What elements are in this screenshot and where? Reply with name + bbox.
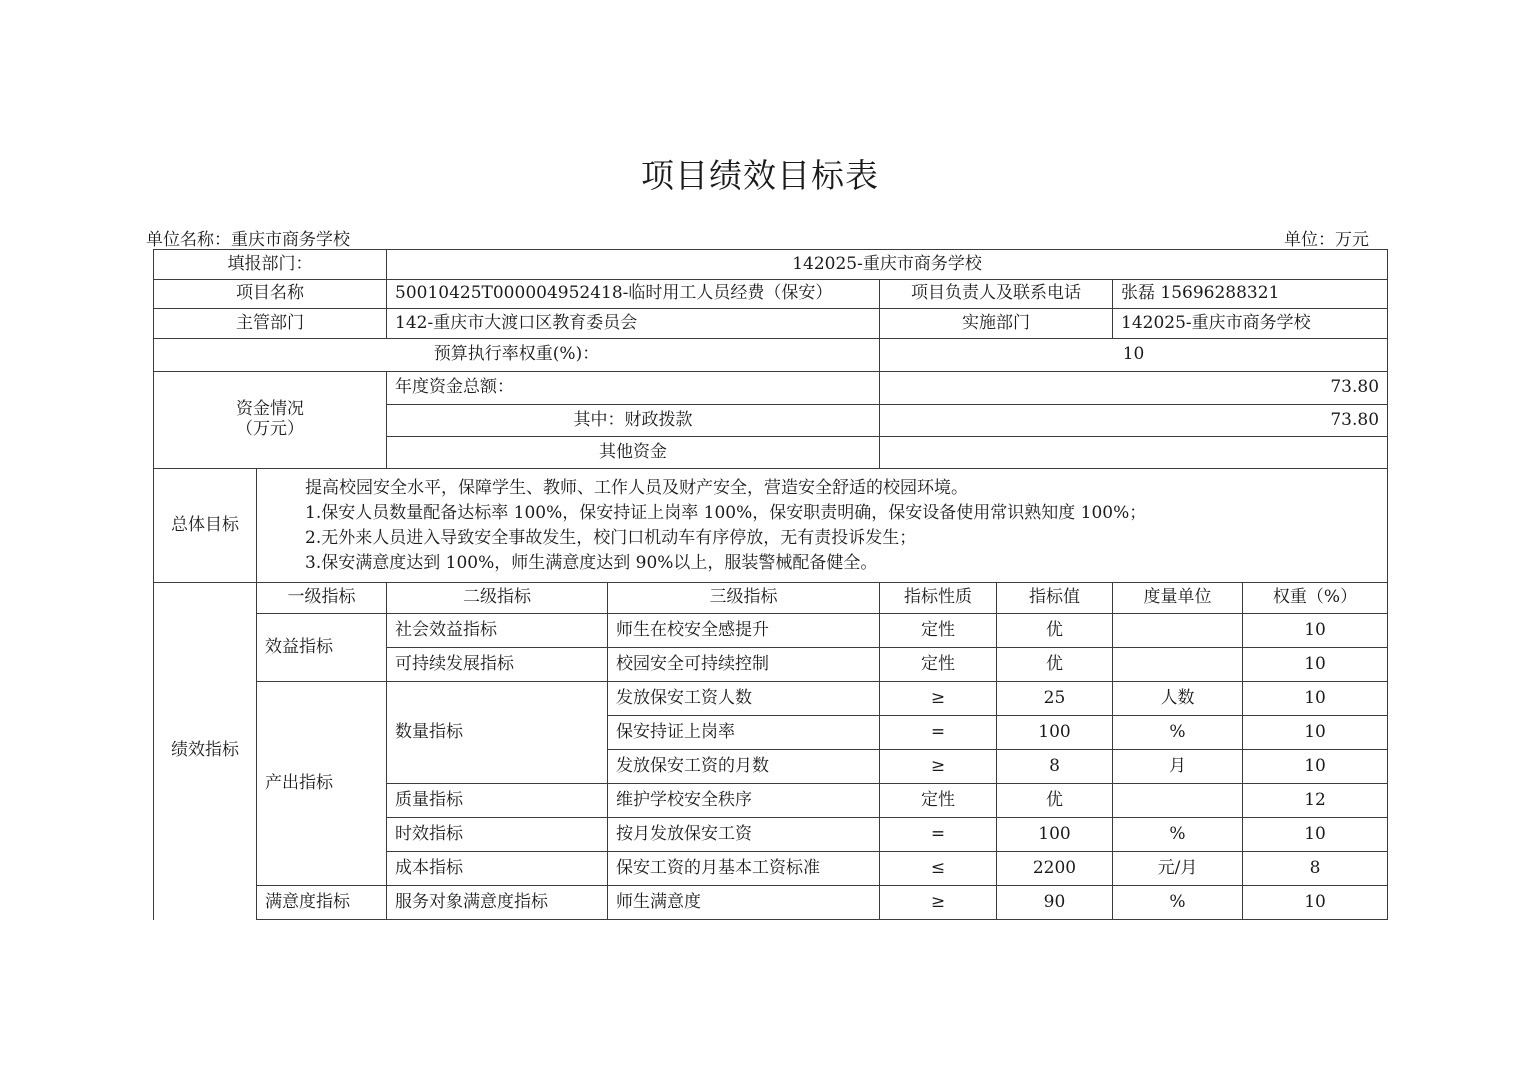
- goal-text: [257, 469, 1388, 583]
- level1-benefit: 效益指标: [257, 614, 387, 682]
- header-unit: 度量单位: [1113, 583, 1243, 614]
- weight-cell: 10: [1243, 614, 1388, 648]
- funds-fiscal-value: 73.80: [880, 405, 1388, 437]
- budget-weight-label: 预算执行率权重(%)：: [154, 339, 880, 372]
- unit-cell: 人数: [1113, 682, 1243, 716]
- currency-unit: 单位：万元: [1284, 230, 1369, 250]
- fill-dept-label: 填报部门：: [154, 250, 387, 280]
- nature-cell: 定性: [880, 784, 997, 818]
- unit-name: 单位名称：重庆市商务学校: [146, 230, 350, 250]
- weight-cell: 8: [1243, 852, 1388, 886]
- nature-cell: 定性: [880, 614, 997, 648]
- nature-cell: ≤: [880, 852, 997, 886]
- level1-satisfaction: 满意度指标: [257, 886, 387, 920]
- value-cell: 100: [997, 716, 1113, 750]
- funds-other-label: 其他资金: [387, 437, 880, 469]
- funds-other-value: [880, 437, 1388, 469]
- unit-cell: [1113, 614, 1243, 648]
- value-cell: 优: [997, 784, 1113, 818]
- level3-cell: 师生满意度: [608, 886, 880, 920]
- performance-table: [153, 249, 1388, 920]
- level2-cell: 社会效益指标: [387, 614, 608, 648]
- unit-cell: %: [1113, 716, 1243, 750]
- level3-cell: 维护学校安全秩序: [608, 784, 880, 818]
- level3-cell: 按月发放保安工资: [608, 818, 880, 852]
- header-level3: 三级指标: [608, 583, 880, 614]
- nature-cell: 定性: [880, 648, 997, 682]
- unit-cell: 月: [1113, 750, 1243, 784]
- unit-cell: %: [1113, 886, 1243, 920]
- level2-cell: 服务对象满意度指标: [387, 886, 608, 920]
- budget-weight-row: [154, 339, 1388, 372]
- weight-cell: 10: [1243, 682, 1388, 716]
- level3-cell: 保安工资的月基本工资标准: [608, 852, 880, 886]
- level3-cell: 保安持证上岗率: [608, 716, 880, 750]
- project-name-row: [154, 280, 1388, 309]
- level1-output: 产出指标: [257, 682, 387, 886]
- fill-dept-value: 142025-重庆市商务学校: [387, 250, 1388, 280]
- value-cell: 2200: [997, 852, 1113, 886]
- header-nature: 指标性质: [880, 583, 997, 614]
- goal-row: [154, 469, 1388, 583]
- level3-cell: 校园安全可持续控制: [608, 648, 880, 682]
- table-row: [154, 614, 1388, 648]
- table-row: [154, 886, 1388, 920]
- unit-cell: [1113, 784, 1243, 818]
- level2-cell: 可持续发展指标: [387, 648, 608, 682]
- funds-fiscal-label: 其中：财政拨款: [387, 405, 880, 437]
- weight-cell: 12: [1243, 784, 1388, 818]
- level3-cell: 发放保安工资人数: [608, 682, 880, 716]
- weight-cell: 10: [1243, 750, 1388, 784]
- header-level2: 二级指标: [387, 583, 608, 614]
- contact-label: 项目负责人及联系电话: [880, 280, 1113, 309]
- goal-line: 3.保安满意度达到 100%，师生满意度达到 90%以上，服装警械配备健全。: [305, 552, 878, 573]
- level2-cell: 质量指标: [387, 784, 608, 818]
- funds-total-value: 73.80: [880, 372, 1388, 405]
- value-cell: 25: [997, 682, 1113, 716]
- funds-total-row: [154, 372, 1388, 405]
- goal-line: 1.保安人员数量配备达标率 100%，保安持证上岗率 100%，保安职责明确，保安设备使用常识熟知度 100%；: [305, 502, 1147, 523]
- value-cell: 100: [997, 818, 1113, 852]
- level3-cell: 发放保安工资的月数: [608, 750, 880, 784]
- budget-weight-value: 10: [880, 339, 1388, 372]
- goal-label: 总体目标: [154, 469, 257, 583]
- impl-dept-value: 142025-重庆市商务学校: [1113, 309, 1388, 339]
- impl-dept-label: 实施部门: [880, 309, 1113, 339]
- supervisor-label: 主管部门: [154, 309, 387, 339]
- contact-value: 张磊 15696288321: [1113, 280, 1388, 309]
- header-value: 指标值: [997, 583, 1113, 614]
- supervisor-row: [154, 309, 1388, 339]
- nature-cell: =: [880, 818, 997, 852]
- funds-label-line2: （万元）: [236, 419, 304, 439]
- level2-cell: 时效指标: [387, 818, 608, 852]
- nature-cell: ≥: [880, 750, 997, 784]
- value-cell: 90: [997, 886, 1113, 920]
- value-cell: 优: [997, 614, 1113, 648]
- indicators-label: 绩效指标: [154, 583, 257, 920]
- project-name-value: 50010425T000004952418-临时用工人员经费（保安）: [387, 280, 880, 309]
- goal-line: 2.无外来人员进入导致安全事故发生，校门口机动车有序停放，无有责投诉发生；: [305, 527, 917, 548]
- header-weight: 权重（%）: [1243, 583, 1388, 614]
- unit-cell: 元/月: [1113, 852, 1243, 886]
- supervisor-value: 142-重庆市大渡口区教育委员会: [387, 309, 880, 339]
- nature-cell: =: [880, 716, 997, 750]
- nature-cell: ≥: [880, 886, 997, 920]
- weight-cell: 10: [1243, 818, 1388, 852]
- header-level1: 一级指标: [257, 583, 387, 614]
- level2-cell: 成本指标: [387, 852, 608, 886]
- level2-quantity: 数量指标: [387, 682, 608, 784]
- funds-label: [154, 372, 387, 469]
- funds-total-label: 年度资金总额：: [387, 372, 880, 405]
- unit-cell: [1113, 648, 1243, 682]
- weight-cell: 10: [1243, 886, 1388, 920]
- funds-label-line1: 资金情况: [236, 399, 304, 420]
- indicator-header-row: [154, 583, 1388, 614]
- level3-cell: 师生在校安全感提升: [608, 614, 880, 648]
- weight-cell: 10: [1243, 716, 1388, 750]
- goal-line: 提高校园安全水平，保障学生、教师、工作人员及财产安全，营造安全舒适的校园环境。: [305, 477, 968, 498]
- fill-dept-row: [154, 250, 1388, 280]
- page-title: 项目绩效目标表: [641, 156, 879, 195]
- nature-cell: ≥: [880, 682, 997, 716]
- value-cell: 8: [997, 750, 1113, 784]
- weight-cell: 10: [1243, 648, 1388, 682]
- value-cell: 优: [997, 648, 1113, 682]
- project-name-label: 项目名称: [154, 280, 387, 309]
- unit-cell: %: [1113, 818, 1243, 852]
- table-row: [154, 682, 1388, 716]
